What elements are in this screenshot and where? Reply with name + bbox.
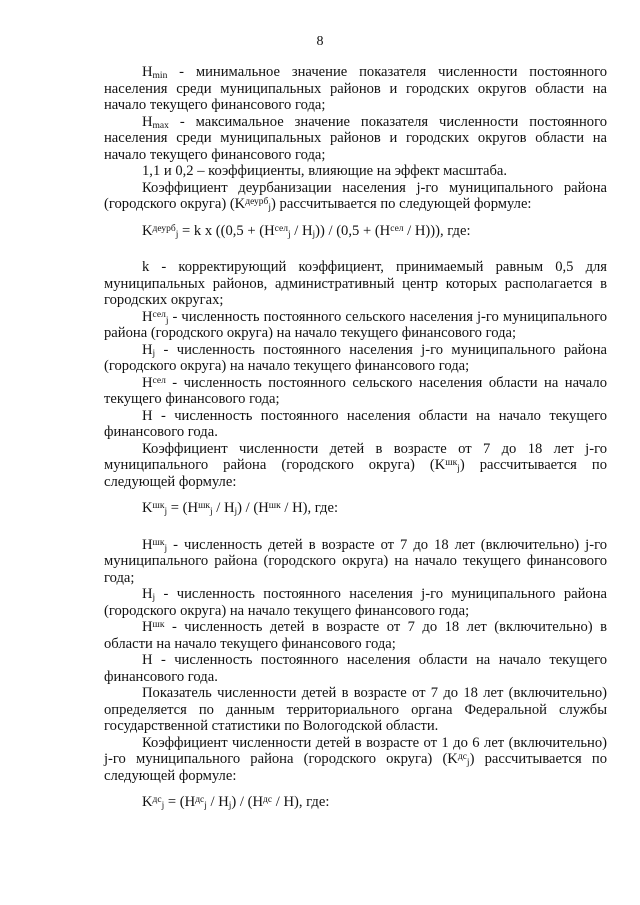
- paragraph: H - численность постоянного населения области на начало текущего финансового года.: [104, 652, 607, 685]
- paragraph: k - корректирующий коэффициент, принимаемый равным 0,5 для муниципальных районов, административный центр которых располагается в городских округах;: [104, 259, 607, 308]
- paragraph: Коэффициент деурбанизации населения j-го муниципального района (городского округа) $(K^{деурб}_j)$ рассчитывается по следующей формуле:: [104, 179, 607, 213]
- page-number: 8: [316, 34, 324, 49]
- paragraph: $H_{min}$ - минимальное значение показателя численности постоянного населения среди муниципальных районов и городских округов области на начало текущего финансового года;: [104, 64, 607, 113]
- formula-preschool: $K^{дс}_j = (H^{дс}_j / H_j) / (H^{дс} / H)$, где:: [142, 794, 330, 811]
- formula-school: $K^{шк}_j = (H^{шк}_j / H_j) / (H^{шк} / H)$, где:: [142, 500, 338, 517]
- paragraph: Показатель численности детей в возрасте от 7 до 18 лет (включительно) определяется по данным территориального органа Федеральной службы государственной статистики по Вологодской области.: [104, 685, 607, 734]
- formula-deurb: $K^{деурб}_j = k$ x $((0,5 + (H^{сел}_j / H_j)) / (0,5 + (H^{сел} / H)))$, где:: [142, 222, 471, 240]
- paragraph: Коэффициент численности детей в возрасте от 1 до 6 лет (включительно) j-го муниципального района (городского округа) $(K^{дс}_j)$ рассчитывается по следующей формуле:: [104, 734, 608, 784]
- paragraph: $H_{max}$ - максимальное значение показателя численности постоянного населения среди муниципальных районов и городских округов области на начало текущего финансового года;: [104, 113, 607, 163]
- paragraph: Коэффициент численности детей в возрасте от 7 до 18 лет j-го муниципального района (городского округа) $(K^{шк}_j)$ рассчитывается по следующей формуле:: [104, 440, 608, 490]
- paragraph: $H^{шк}_j$ - численность детей в возрасте от 7 до 18 лет (включительно) j-го муниципального района (городского округа) на начало текущего финансового года;: [104, 536, 607, 586]
- paragraph: $H^{сел}_j$ - численность постоянного сельского населения j-го муниципального района (городского округа) на начало текущего финансового года;: [104, 308, 607, 341]
- paragraph: $H^{шк}$ - численность детей в возрасте от 7 до 18 лет (включительно) в области на начало текущего финансового года;: [104, 619, 607, 652]
- paragraph: $H_j$ - численность постоянного населения j-го муниципального района (городского округа) на начало текущего финансового года;: [104, 341, 607, 374]
- paragraph: $H^{сел}$ - численность постоянного сельского населения области на начало текущего финансового года;: [104, 374, 607, 407]
- document-body: [104, 64, 607, 824]
- paragraph: $H_j$ - численность постоянного населения j-го муниципального района (городского округа) на начало текущего финансового года;: [104, 586, 607, 619]
- paragraph: 1,1 и 0,2 – коэффициенты, влияющие на эффект масштаба.: [142, 163, 508, 179]
- paragraph: H - численность постоянного населения области на начало текущего финансового года.: [104, 407, 607, 440]
